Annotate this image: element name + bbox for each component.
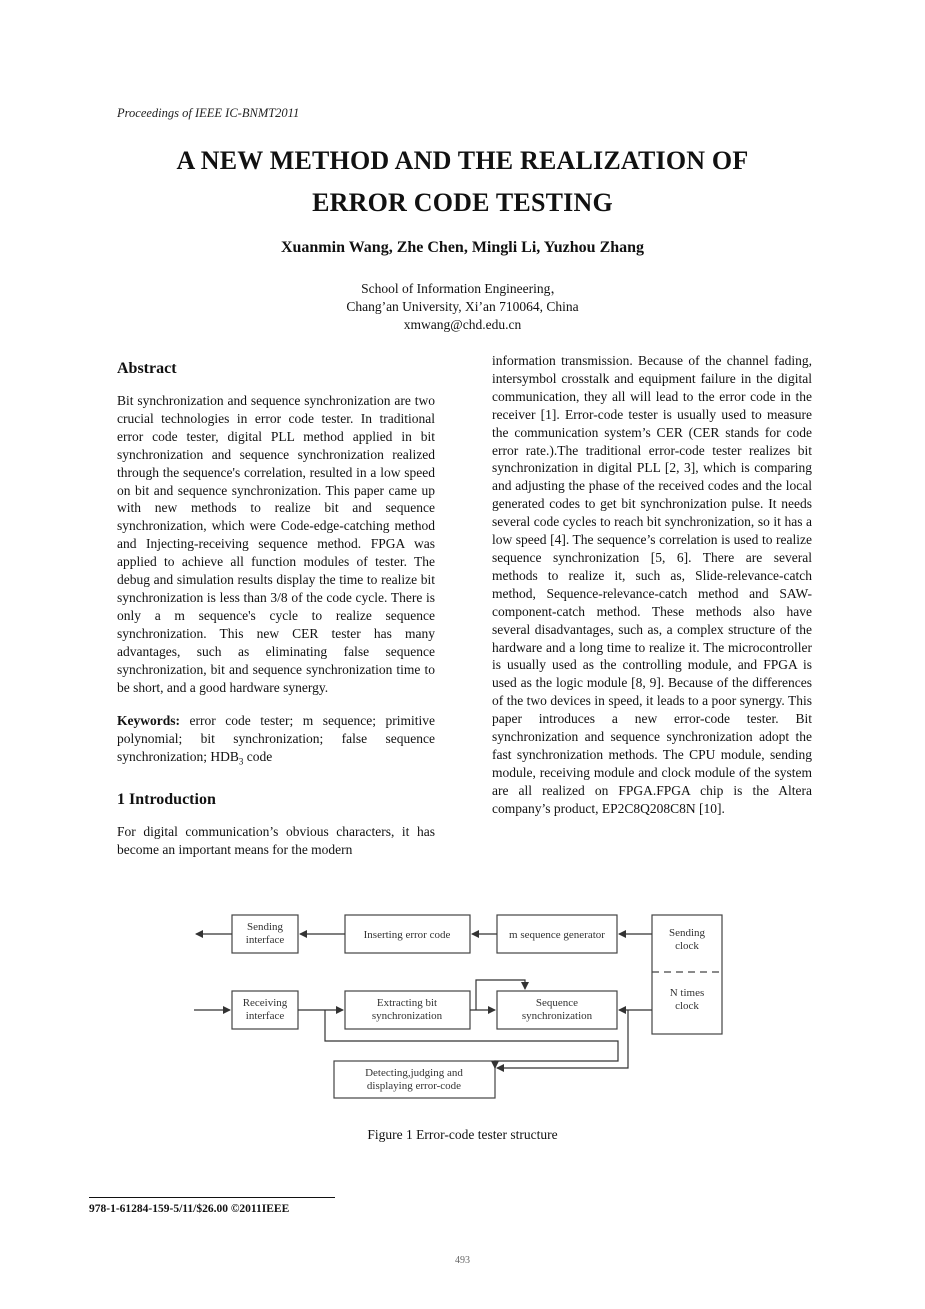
keywords-text: error code tester; m sequence; primitive polynomial; bit synchronization; false sequence synchronization; HDB (117, 713, 435, 765)
left-column (117, 359, 435, 859)
introduction-heading: 1 Introduction (117, 790, 216, 808)
right-column (492, 352, 812, 818)
sending-clock-label-2: clock (675, 940, 699, 952)
m-sequence-generator-label: m sequence generator (509, 929, 605, 941)
abstract-text: Bit synchronization and sequence synchronization are two crucial technologies in error code tester. In traditional error code tester, digital PLL method applied in bit synchronization and sequence synchronization realized through the sequence's correlation, resulted in a low speed on bit and sequence synchronization. This paper came up with new methods to realize bit and sequence synchronization, which were Code-edge-catching method and Injecting-receiving sequence method. FPGA was applied to achieve all function modules of tester. The debug and simulation results display the time to realize bit synchronization is less than 3/8 of the code cycle. There is only a m sequence's cycle to realize sequence synchronization. This new CER tester has many advantages, such as eliminating false sequence synchronization, bit and sequence synchronization time to be short, and a good hardware synergy. (117, 393, 435, 695)
extracting-bit-label-2: synchronization (371, 1010, 443, 1022)
affiliation (0, 280, 925, 334)
keywords-subscript: 3 (238, 756, 244, 767)
title-line-2: ERROR CODE TESTING (312, 188, 613, 217)
affiliation-line-2: Chang’an University, Xi’an 710064, China (346, 299, 579, 314)
page-number: 493 (455, 1255, 470, 1266)
keywords-text-end: code (243, 749, 273, 765)
abstract-heading: Abstract (117, 360, 177, 377)
figure-1 (190, 910, 735, 1105)
extracting-bit-label-1: Extracting bit (376, 997, 438, 1009)
introduction-paragraph-continued: information transmission. Because of the channel fading, intersymbol crosstalk and equipment failure in the digital communication, they all will lead to the error code in the receiver [1]. Error-code tester is usually used to measure the communication system’s CER (CER stands for code error rate.).The traditional error-code tester realizes bit synchronization in digital PLL [2, 3], which is comparing and adjusting the phase of the received codes and the local generated codes to get bit synchronization pulse. It needs several code cycles to reach bit synchronization, so it has a low speed [4]. The sequence’s correlation is used to realize sequence synchronization [5, 6]. There are several methods to realize it, such as, Slide-relevance-catch method, Sequence-relevance-catch method and SAW-component-catch method. These methods also have several disadvantages, such as, a complex structure of the hardware and a long time to realize it. The microcontroller is usually used as the controlling module, and FPGA is used as the logic module [8, 9]. Because of the differences of the two devices in speed, it leads to a poor synergy. This paper introduces a new error-code tester. Bit synchronization and sequence synchronization adopt the fast synchronization methods. The CPU module, sending module, receiving module and clock module of the system are all realized on FPGA.FPGA chip is the Altera company’s product, EP2C8Q208C8N [10]. (492, 353, 812, 816)
keywords-label: Keywords: (117, 713, 180, 729)
receiving-interface-label-2: interface (245, 1010, 285, 1022)
inserting-error-code-label: Inserting error code (363, 929, 451, 941)
author-list: Xuanmin Wang, Zhe Chen, Mingli Li, Yuzhou Zhang (280, 239, 645, 256)
detecting-label-1: Detecting,judging and (365, 1067, 463, 1079)
sending-interface-label-1: Sending (246, 921, 284, 933)
sending-interface-label-2: interface (245, 934, 285, 946)
sequence-sync-label-1: Sequence (535, 997, 579, 1009)
n-times-clock-label-2: clock (675, 1000, 699, 1012)
block-diagram (190, 910, 735, 1105)
keywords (117, 712, 435, 771)
n-times-clock-label-1: N times (669, 987, 705, 999)
introduction-paragraph-start: For digital communication’s obvious characters, it has become an important means for the modern (117, 823, 435, 857)
receiving-interface-label-1: Receiving (242, 997, 288, 1009)
title-line-1: A NEW METHOD AND THE REALIZATION OF (176, 146, 749, 175)
sequence-sync-label-2: synchronization (521, 1010, 593, 1022)
sending-clock-label-1: Sending (668, 927, 706, 939)
affiliation-line-1: School of Information Engineering， (361, 281, 564, 296)
author-email: xmwang@chd.edu.cn (403, 317, 522, 332)
running-head: Proceedings of IEEE IC-BNMT2011 (117, 106, 300, 120)
paper-title (0, 140, 925, 224)
copyright-notice: 978-1-61284-159-5/11/$26.00 ©2011IEEE (89, 1203, 290, 1215)
footnote-divider (89, 1197, 335, 1198)
figure-caption: Figure 1 Error-code tester structure (367, 1127, 558, 1142)
detecting-label-2: displaying error-code (366, 1080, 462, 1092)
